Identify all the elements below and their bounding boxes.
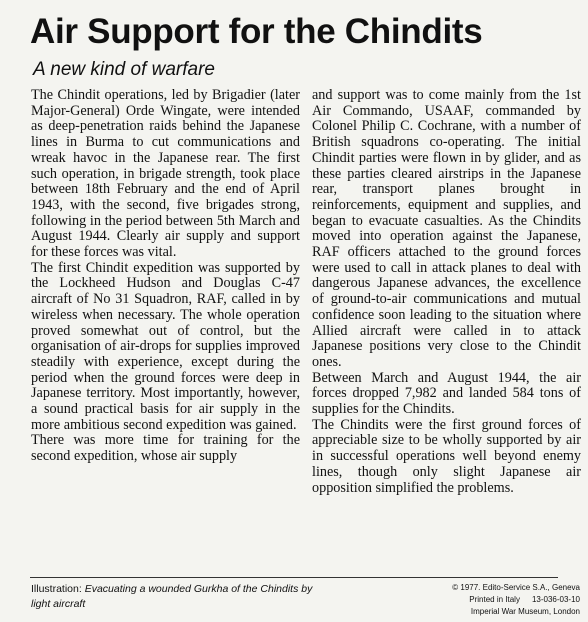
- page-subtitle: A new kind of warfare: [33, 59, 215, 80]
- illustration-caption: [31, 582, 331, 612]
- print-line: [452, 594, 580, 606]
- caption-text: Evacuating a wounded Gurkha of the Chindits by light aircraft: [31, 583, 313, 610]
- right-column: [312, 88, 581, 574]
- copyright: © 1977. Edito-Service S.A., Geneva: [452, 583, 580, 592]
- image-source: Imperial War Museum, London: [470, 607, 580, 616]
- footer-divider: [30, 577, 558, 578]
- left-column: [31, 88, 300, 574]
- paragraph: The first Chindit expedition was supported by the Lockheed Hudson and Douglas C-47 aircraft of No 31 Squadron, RAF, called in by wireless when necessary. The whole operation proved somewhat out of control, but the organisation of air-drops for supplies improved steadily with experience, except during the period when the ground forces were deep in Japanese territory. Most importantly, however, a sound practical basis for air supply in the more ambitious second expedition was gained.: [31, 259, 300, 433]
- paragraph: and support was to come mainly from the 1st Air Commando, USAAF, commanded by Colonel Philip C. Cochrane, with a number of British squadrons co-operating. The initial Chindit parties were flown in by glider, and as these parties cleared airstrips in the Japanese rear, transport planes brought in reinforcements, equipment and supplies, and began to evacuate casualties. As the Chindits moved into operation against the Japanese, RAF officers attached to the ground forces were used to call in attack planes to deal with dangerous Japanese advances, the excellence of ground-to-air communications and mutual confidence soon leading to the situation where Allied aircraft were called in to attack Japanese positions very close to the Chindit ones.: [312, 87, 581, 370]
- paragraph: The Chindit operations, led by Brigadier (later Major-General) Orde Wingate, were intended as deep-penetration raids behind the Japanese lines in Burma to cut communications and wreak havoc in the Japanese rear. The first such operation, in brigade strength, took place between 18th February and the end of April 1943, with the second, five brigades strong, following in the period between 5th March and August 1944. Clearly air supply and support for these forces was vital.: [31, 87, 300, 261]
- paragraph: Between March and August 1944, the air forces dropped 7,982 and landed 584 tons of supplies for the Chindits.: [312, 369, 581, 418]
- printed-in: Printed in Italy: [469, 595, 520, 604]
- article-body: [31, 88, 581, 574]
- caption-label: Illustration:: [31, 583, 82, 595]
- page-title: Air Support for the Chindits: [30, 12, 483, 51]
- card-code: 13-036-03-10: [531, 595, 580, 604]
- credits: [452, 582, 580, 618]
- paragraph: There was more time for training for the second expedition, whose air supply: [31, 432, 300, 465]
- paragraph: The Chindits were the first ground forces of appreciable size to be wholly supported by air in successful operations well beyond enemy lines, though only slight Japanese air opposition simplified the problems.: [312, 416, 581, 496]
